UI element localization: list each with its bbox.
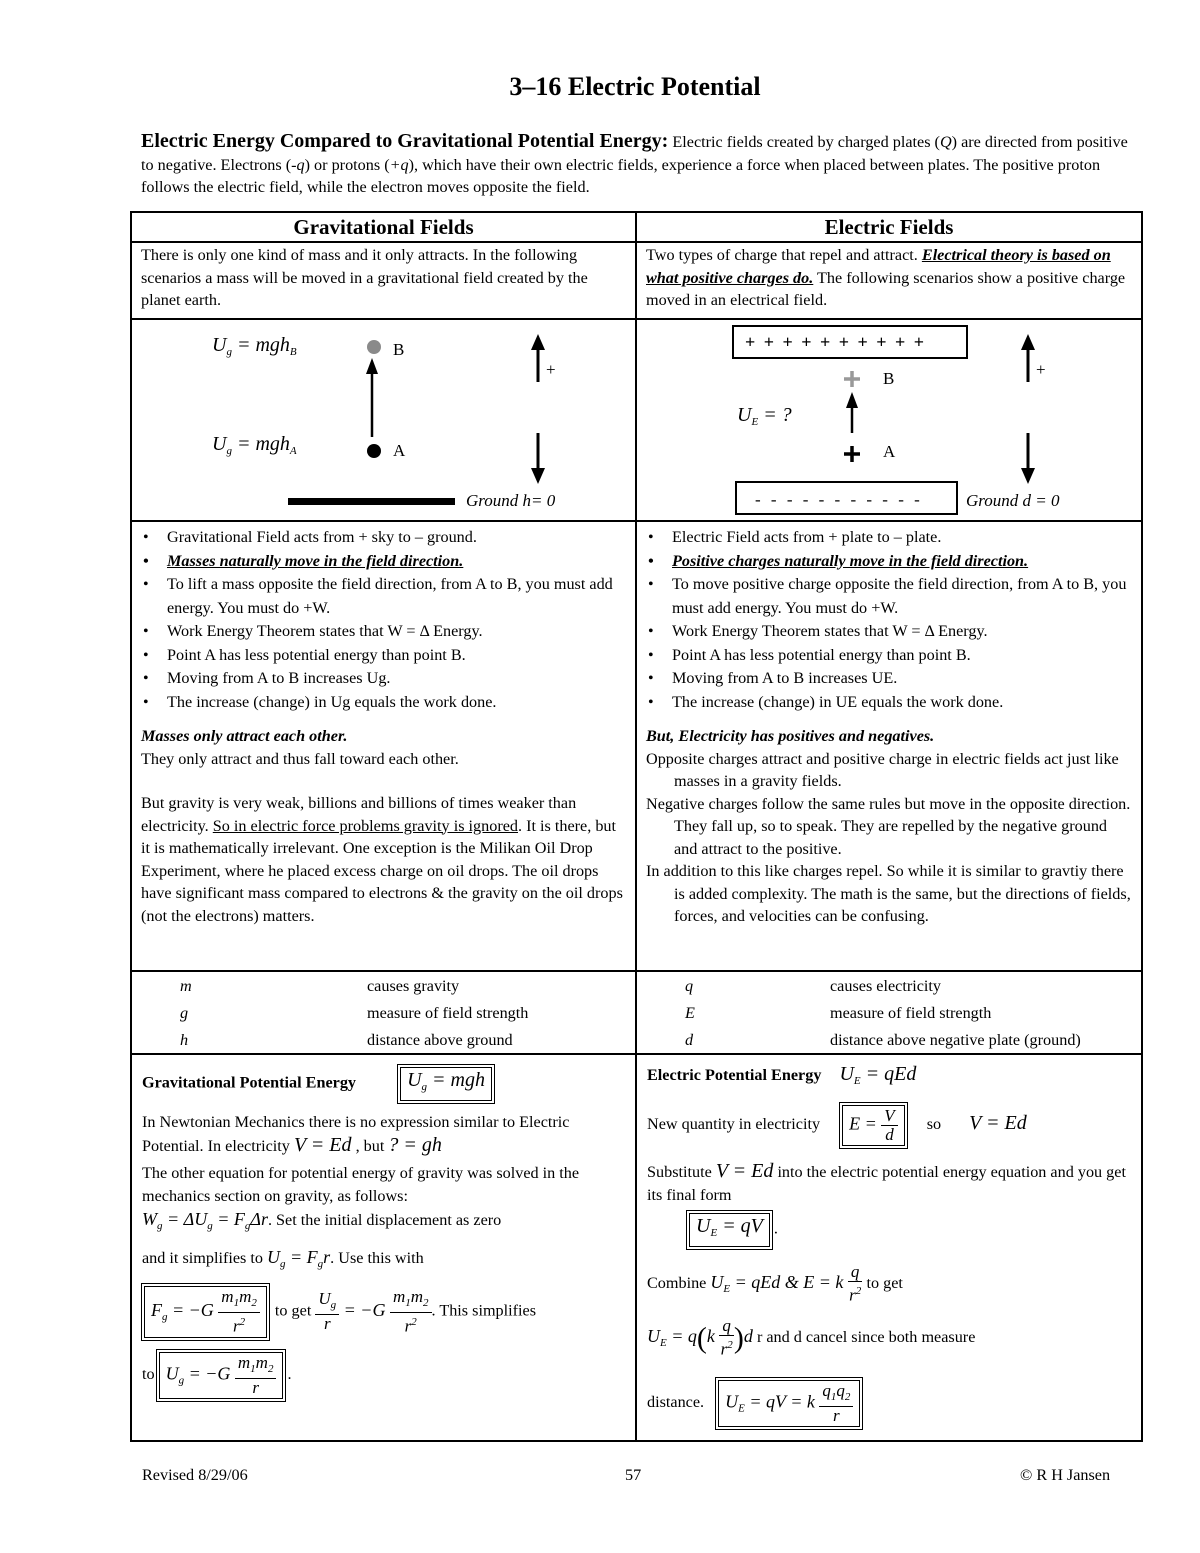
intro-text: ), which have their own electric fields, experience a force when placed between plates. The positive proton follows the electric field, while the electron moves opposite the field. (141, 155, 1101, 196)
mass-b-dot (367, 340, 381, 354)
e-field-up-head (1021, 334, 1035, 350)
gravity-notes (132, 522, 635, 970)
electric-bullets (646, 526, 1133, 714)
def-text: causes gravity (367, 977, 460, 995)
epe-p5: distance. $U_E$ = qV = k $\frac{q_1q_2}{r}$ (647, 1380, 1133, 1427)
footer-revised: Revised 8/29/06 (142, 1466, 248, 1484)
ue-equation: $U_E$ = ? (737, 404, 792, 428)
list-item: • Electric Field acts from + plate to – plate. (672, 526, 1133, 550)
lift-arrow-head (366, 358, 378, 374)
positive-direction-label: + (546, 360, 556, 379)
gravity-notes-p1: They only attract and thus fall toward each other. (141, 749, 459, 768)
def-symbol: m (180, 977, 192, 995)
gravity-notes-p2: But gravity is very weak, billions and billions of times weaker than electricity. So in electric force problems gravity is ignored. It is there, but it is mathematically irrelevant. One exception is the Milikan Oil Drop Experiment, where he placed excess charge on oil drops. The oil drops have significant mass compared to electrons & the gravity on the oil drops (not the electrons) matters. (141, 794, 623, 925)
desc-gravitational: There is only one kind of mass and it only attracts. In the following scenarios a mass will be moved in a gravitational field created by the planet earth. (141, 246, 588, 309)
epe-p2: Substitute V = Ed into the electric potential energy equation and you get its final form (647, 1160, 1126, 1204)
def-symbol: g (180, 1004, 189, 1022)
electric-notes-heading: But, Electricity has positives and negatives. (646, 727, 935, 745)
list-item: • Point A has less potential energy than point B. (167, 644, 627, 668)
gpe-p6: to $U_g = -G$ $\frac{m_1m_2}{r}$ . (142, 1352, 292, 1397)
gpe-p4: and it simplifies to $U_g = F_gr$. Use this with (142, 1247, 424, 1270)
intro-pos-q: +q (389, 155, 409, 174)
gravity-bullets (141, 526, 627, 714)
intro-text: ) are directed from positive to negative. Electrons ( (141, 133, 1128, 174)
def-text: measure of field strength (830, 1004, 992, 1022)
def-symbol: d (685, 1031, 694, 1049)
electrical-theory-emphasis: Electrical theory is based on what positive charges do. (646, 246, 1111, 287)
intro-text: Electric fields created by charged plates ( (668, 133, 940, 151)
list-item: • To move positive charge opposite the field direction, from A to B, you must add energy. You must do +W. (672, 573, 1133, 620)
def-symbol: q (685, 977, 694, 995)
point-a-label-e: A (883, 442, 896, 461)
intro-text: ) or protons ( (304, 155, 390, 174)
field-down-arrow-head (531, 468, 545, 484)
formula-ug-mgh: $U_g$ = mgh (400, 1067, 492, 1101)
gpe-heading: Gravitational Potential Energy (142, 1073, 357, 1092)
def-text: causes electricity (830, 977, 942, 995)
epe-p3: Combine $U_E$ = qEd & E = k $\frac{q}{r^2}$ to get (647, 1262, 903, 1305)
list-item: • Moving from A to B increases Ug. (167, 667, 627, 691)
ground-label: Ground h= 0 (466, 491, 556, 510)
header-gravitational: Gravitational Fields (131, 212, 636, 242)
gravity-notes-heading: Masses only attract each other. (141, 727, 348, 745)
formula-ue-coulomb: $U_E$ = qV = k $\frac{q_1q_2}{r}$ (718, 1380, 860, 1427)
def-text: distance above ground (367, 1031, 513, 1049)
electric-diagram (637, 320, 1141, 520)
list-item: • Work Energy Theorem states that W = Δ Energy. (167, 620, 627, 644)
point-b-label-e: B (883, 369, 895, 388)
positive-plate-signs: + + + + + + + + + + (745, 332, 927, 352)
gpe-p2: The other equation for potential energy of gravity was solved in the mechanics section on gravity, as follows: (142, 1164, 580, 1205)
page-title: 3–16 Electric Potential (509, 72, 761, 101)
move-arrow-head (846, 392, 858, 408)
list-item: • Moving from A to B increases UE. (672, 667, 1133, 691)
def-symbol: E (685, 1004, 695, 1022)
comparison-table (130, 211, 1143, 1442)
ground-bar (288, 498, 455, 505)
gpe-p1: In Newtonian Mechanics there is no expression similar to Electric Potential. In electricity V = Ed , but ? = gh (142, 1113, 570, 1156)
gpe-p3: $W_g = \Delta U_g = F_g\Delta r$. Set the initial displacement as zero (142, 1209, 502, 1232)
epe-p4: $U_E = q(k$ $\frac{q}{r^2}$ )d r and d cancel since both measure (647, 1315, 976, 1359)
positive-direction-label-e: + (1036, 360, 1046, 379)
list-item: • Gravitational Field acts from + sky to – ground. (167, 526, 627, 550)
intro-paragraph (141, 130, 1141, 199)
formula-e-vd: E = $\frac{V}{d}$ (842, 1105, 905, 1146)
def-text: distance above negative plate (ground) (830, 1031, 1081, 1049)
gravity-diagram (132, 320, 635, 520)
gravity-diagram-svg (132, 320, 637, 520)
epe-p1: New quantity in electricity E = $\frac{V}{d}$ so V = Ed (647, 1106, 1027, 1144)
electric-definitions (637, 972, 1141, 1053)
formula-fg-newton: $F_g = -G$ $\frac{m_1m_2}{r^2}$ (144, 1286, 267, 1338)
electric-potential-energy (637, 1055, 1141, 1440)
e-field-down-head (1021, 468, 1035, 484)
epe-heading: Electric Potential Energy (647, 1066, 822, 1084)
ug-b-equation: $U_g = mgh_B$ (212, 334, 297, 358)
list-item: • To lift a mass opposite the field direction, from A to B, you must add energy. You must do +W. (167, 573, 627, 620)
electric-notes-p1: Opposite charges attract and positive charge in electric fields act just like masses in a gravity fields. (646, 749, 1119, 790)
list-item: • The increase (change) in UE equals the work done. (672, 691, 1133, 715)
electric-notes-p2: Negative charges follow the same rules but move in the opposite direction. They fall up, so to speak. They are repelled by the negative ground and attract to the positive. (646, 794, 1131, 858)
electric-notes (637, 522, 1141, 970)
electric-notes-p3: In addition to this like charges repel. So while it is similar to gravtiy there is added complexity. The math is the same, but the directions of fields, forces, and velocities can be confusing. (646, 862, 1131, 925)
list-item: • The increase (change) in Ug equals the work done. (167, 691, 627, 715)
gravity-ignored-underline: So in electric force problems gravity is ignored (212, 816, 518, 835)
point-a-label: A (393, 441, 406, 460)
intro-neg-q: -q (291, 155, 305, 174)
gravity-definitions (132, 972, 635, 1053)
desc-electric: Two types of charge that repel and attract. Electrical theory is based on what positive charges do. The following scenarios show a positive charge moved in an electrical field. (646, 246, 1126, 309)
mass-a-dot (367, 444, 381, 458)
def-text: measure of field strength (367, 1004, 529, 1022)
negative-plate-signs: - - - - - - - - - - - (755, 490, 923, 509)
so-word: so (926, 1115, 942, 1134)
list-item: • Masses naturally move in the field direction. (167, 550, 627, 574)
footer-page-number: 57 (625, 1466, 642, 1484)
ug-a-equation: $U_g = mgh_A$ (212, 433, 297, 457)
formula-v-ed: V = Ed (969, 1112, 1027, 1135)
formula-ug-final: $U_g = -G$ $\frac{m_1m_2}{r}$ (159, 1352, 284, 1399)
list-item: • Point A has less potential energy than point B. (672, 644, 1133, 668)
point-b-label: B (393, 340, 405, 359)
footer-copyright: © R H Jansen (1020, 1466, 1111, 1484)
epe-p2-formula: $U_E$ = qV . (647, 1213, 1133, 1247)
formula-ue-qv: $U_E$ = qV (689, 1213, 770, 1247)
field-up-arrow-head (531, 334, 545, 350)
list-item: • Work Energy Theorem states that W = Δ Energy. (672, 620, 1133, 644)
def-symbol: h (180, 1031, 189, 1049)
header-electric: Electric Fields (636, 212, 1142, 242)
intro-lead: Electric Energy Compared to Gravitational Potential Energy: (141, 130, 669, 152)
intro-q: Q (939, 133, 952, 151)
formula-ue-qed: $U_E$ = qEd (839, 1063, 917, 1087)
gpe-p5: $F_g = -G$ $\frac{m_1m_2}{r^2}$ to get $\frac{U_g}{r}$ = −G $\frac{m_1m_2}{r^2}$ . This simplifies (142, 1286, 627, 1338)
list-item: • Positive charges naturally move in the field direction. (672, 550, 1133, 574)
gravitational-potential-energy (132, 1055, 635, 1440)
ground-label-e: Ground d = 0 (966, 491, 1060, 510)
